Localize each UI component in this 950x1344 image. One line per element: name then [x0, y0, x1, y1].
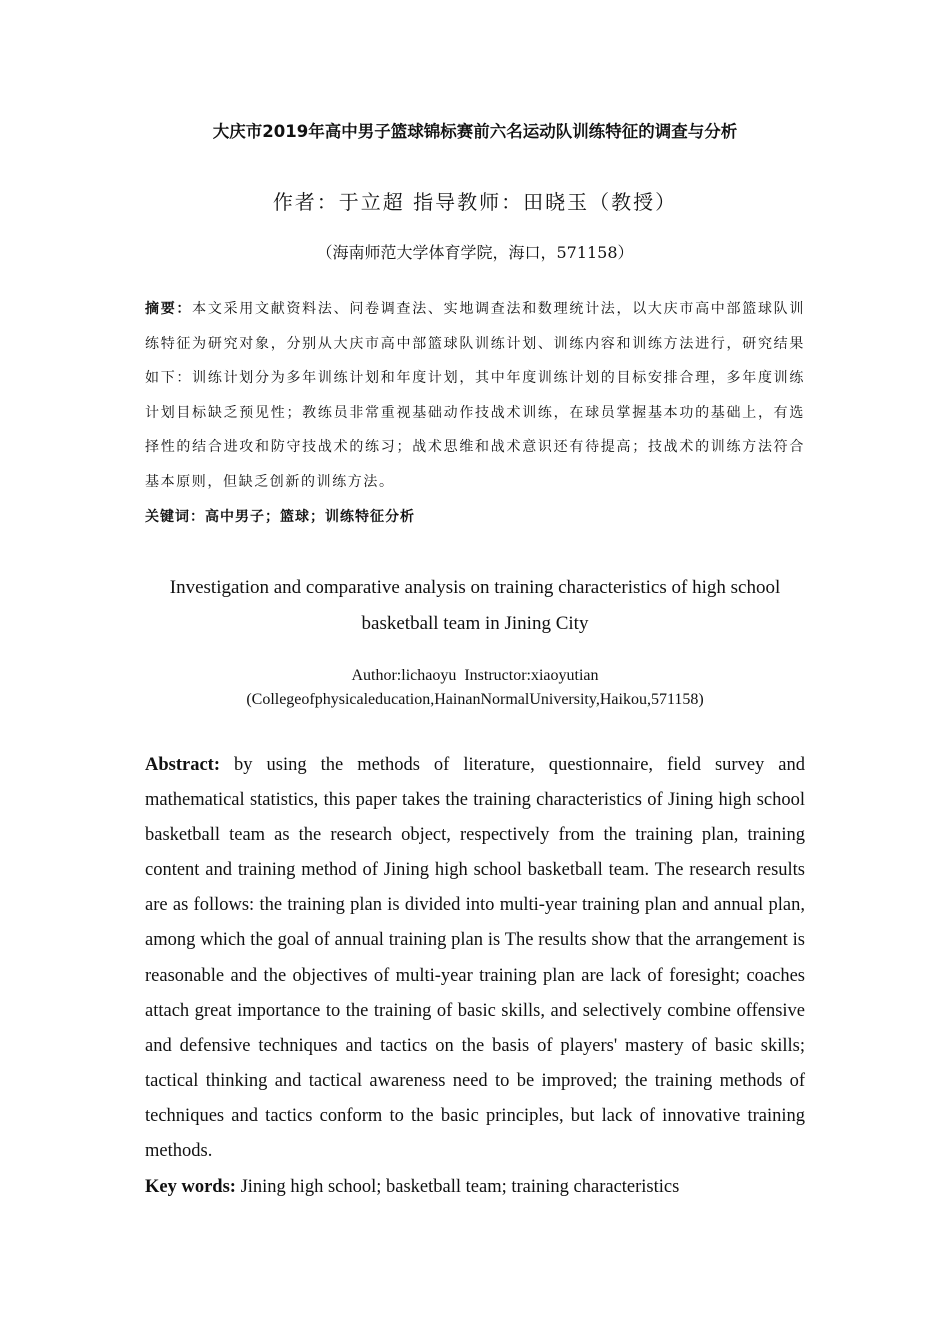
english-keywords: [145, 1170, 805, 1205]
english-abstract-label: Abstract:: [145, 755, 221, 775]
chinese-keywords: [145, 506, 805, 526]
english-affiliation: (Collegeofphysicaleducation,HainanNormalUniversity,Haikou,571158): [246, 691, 704, 708]
chinese-author-line: 作者：于立超 指导教师：田晓玉（教授）: [272, 190, 678, 214]
english-title: Investigation and comparative analysis on training characteristics of high school basketball team in Jining City: [169, 577, 781, 634]
chinese-affiliation: （海南师范大学体育学院，海口，571158）: [316, 243, 634, 262]
chinese-abstract-label: 摘要：: [145, 301, 193, 317]
chinese-abstract-text: 本文采用文献资料法、问卷调查法、实地调查法和数理统计法，以大庆市高中部篮球队训练特征为研究对象，分别从大庆市高中部篮球队训练计划、训练内容和训练方法进行，研究结果如下：训练计划分为多年训练计划和年度计划，其中年度训练计划的目标安排合理，多年度训练计划目标缺乏预见性；教练员非常重视基础动作技战术训练，在球员掌握基本功的基础上，有选择性的结合进攻和防守技战术的练习；战术思维和战术意识还有待提高；技战术的训练方法符合基本原则，但缺乏创新的训练方法。: [145, 301, 805, 490]
english-keywords-label: Key words:: [145, 1177, 236, 1197]
chinese-title: 大庆市2019年高中男子篮球锦标赛前六名运动队训练特征的调查与分析: [212, 122, 738, 141]
english-abstract-text: by using the methods of literature, questionnaire, field survey and mathematical statistics, this paper takes the training characteristics of Jining high school basketball team as the research object, respectively from the training plan, training content and training method of Jining high school basketball team. The research results are as follows: the training plan is divided into multi-year training plan and annual plan, among which the goal of annual training plan is The results show that the arrangement is reasonable and the objectives of multi-year training plan are lack of foresight; coaches attach great importance to the training of basic skills, and selectively combine offensive and defensive techniques and tactics on the basis of players' mastery of basic skills; tactical thinking and tactical awareness need to be improved; the training methods of techniques and tactics conform to the basic principles, but lack of innovative training methods.: [145, 755, 805, 1162]
chinese-keywords-label: 关键词：: [145, 509, 205, 525]
english-abstract: [145, 748, 805, 1169]
english-author-line: Author:lichaoyu Instructor:xiaoyutian: [351, 667, 599, 684]
english-keywords-text: Jining high school; basketball team; training characteristics: [235, 1177, 680, 1197]
chinese-keywords-text: 高中男子；篮球；训练特征分析: [205, 509, 415, 525]
chinese-abstract: [145, 292, 805, 499]
